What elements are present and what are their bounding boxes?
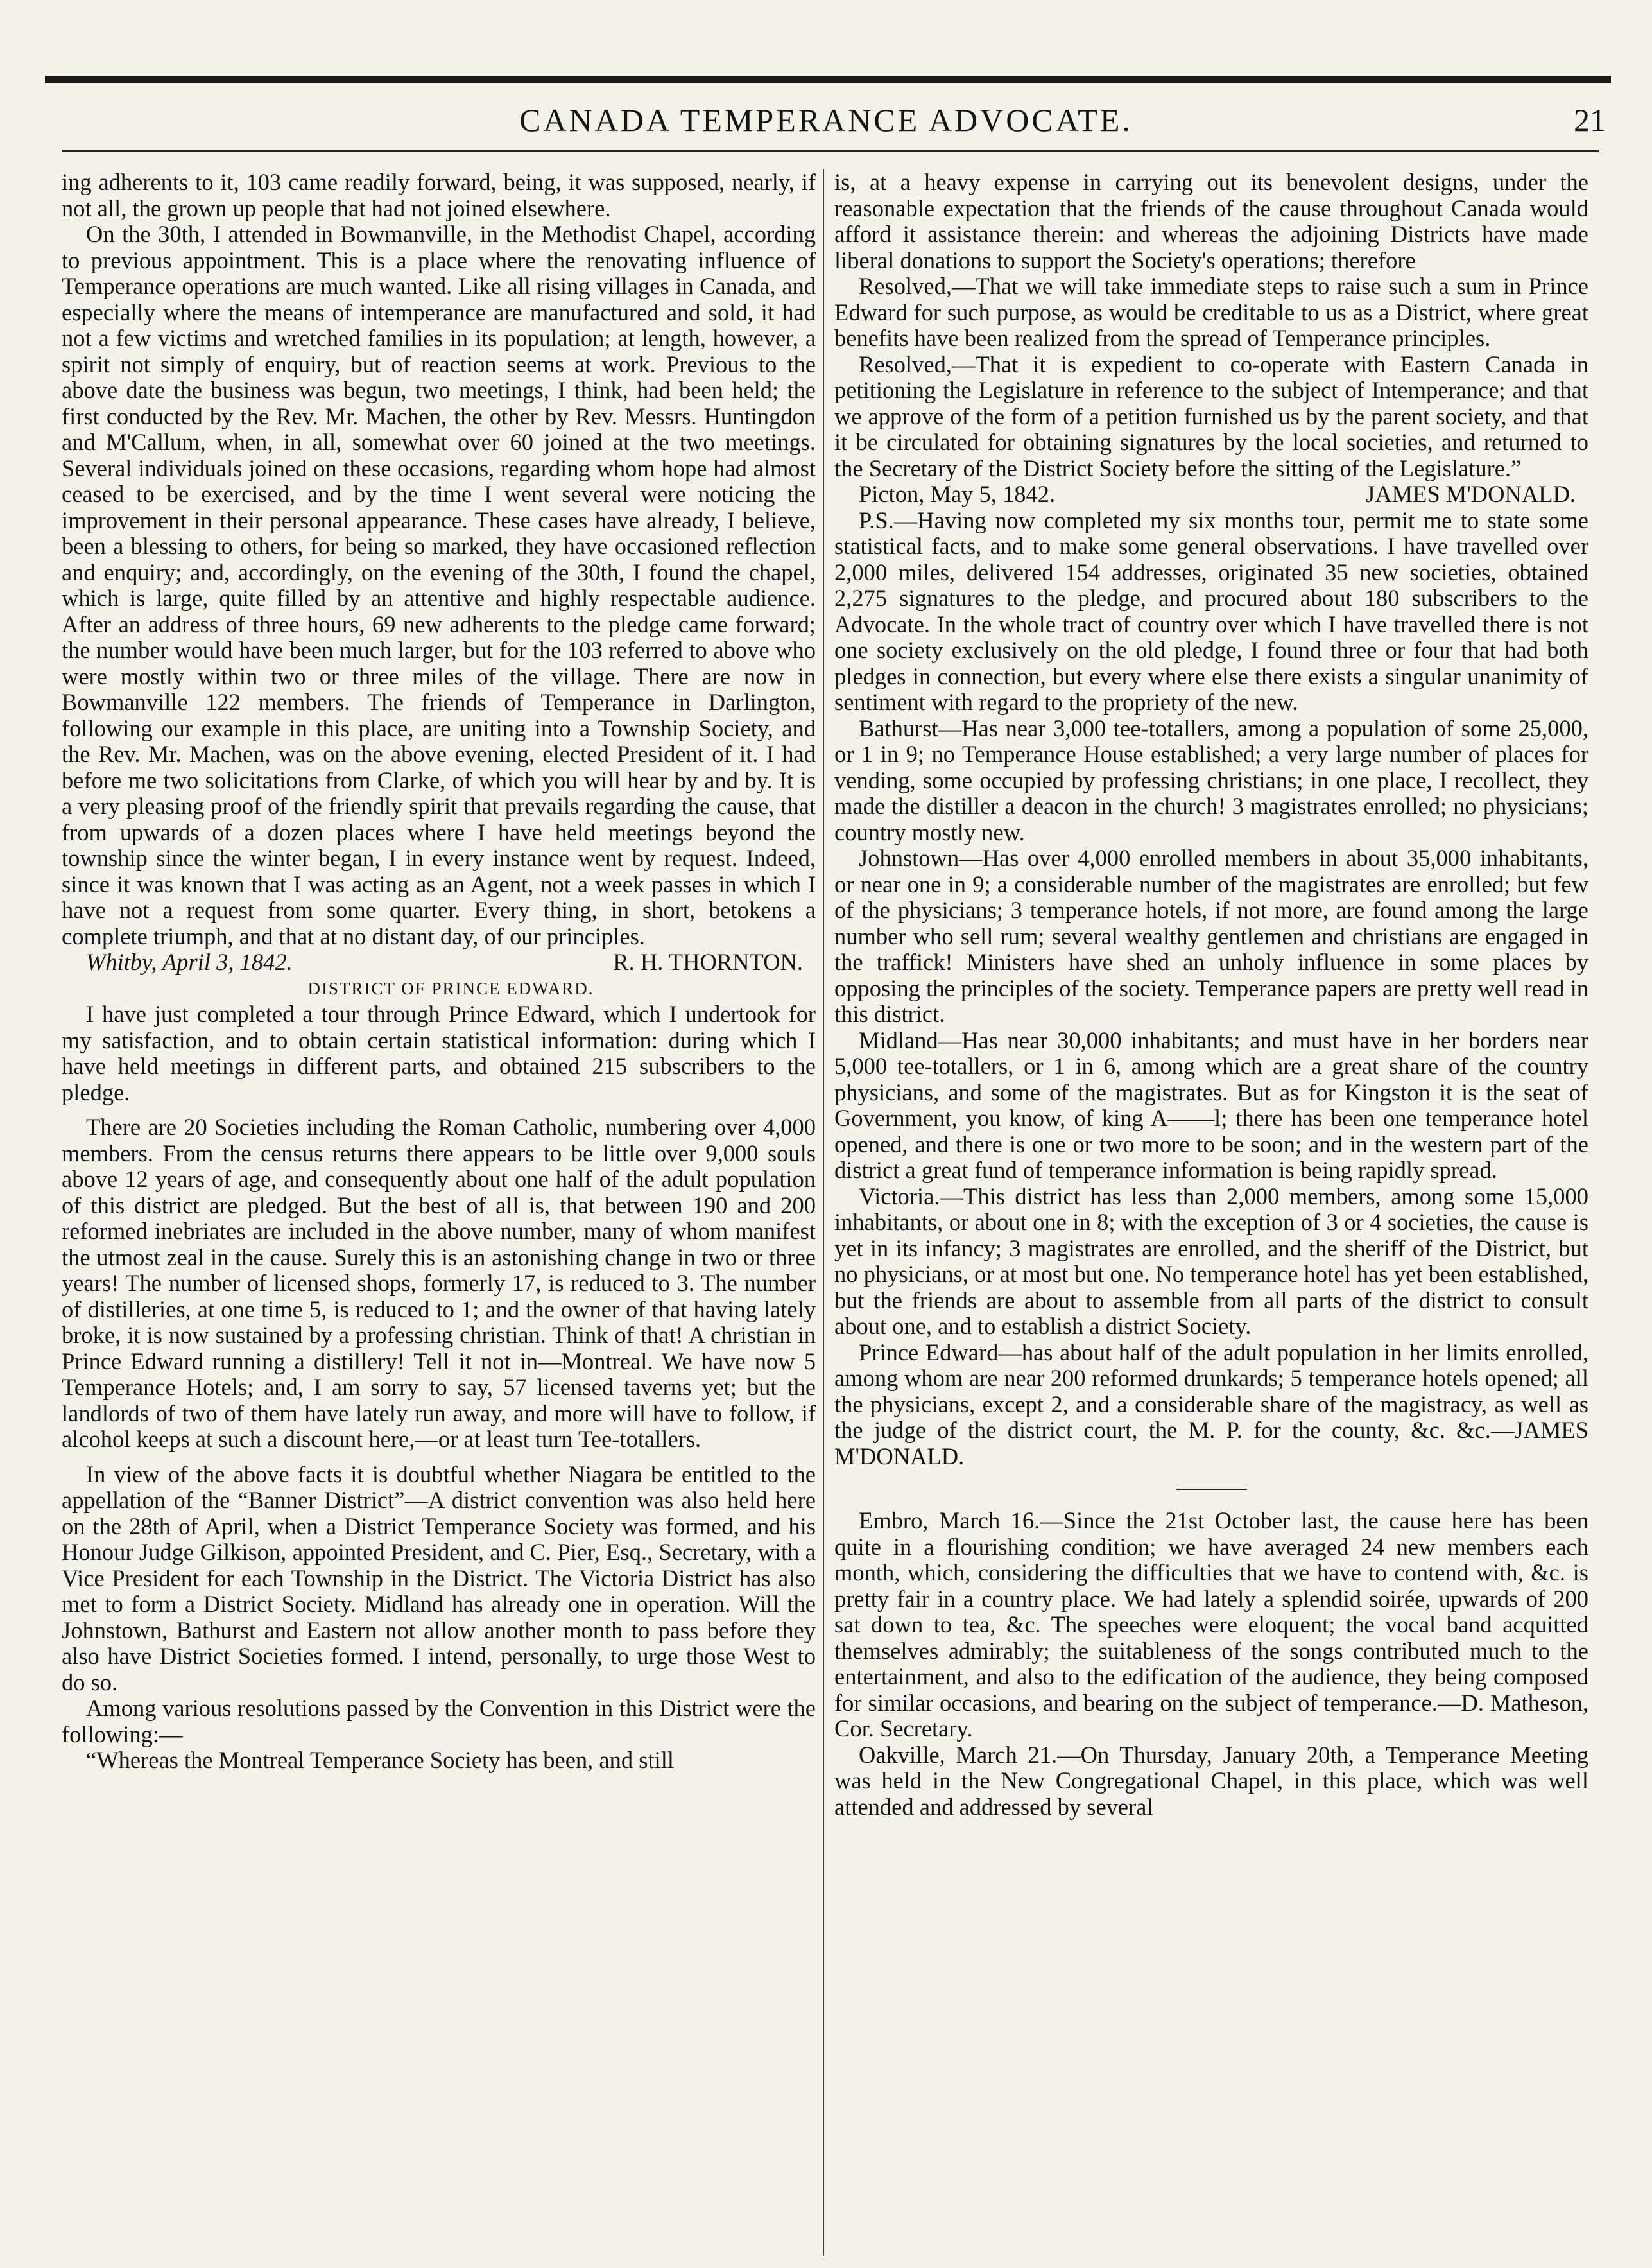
signature-line [62, 949, 816, 976]
paragraph: Prince Edward—has about half of the adult population in her limits enrolled, among whom are near 200 reformed drunkards; 5 temperance hotels opened; all the physicians, except 2, and a considerable share of the magistracy, as well as the judge of the district court, the M. P. for the county, &c. &c.—JAMES M'DONALD. [834, 1338, 1588, 1469]
paragraph: “Whereas the Montreal Temperance Society has been, and still [86, 1747, 675, 1773]
paragraph: Midland—Has near 30,000 inhabitants; and must have in her borders near 5,000 tee-totallers, or 1 in 6, among which are a great share of the country physicians, and some of the magistrates. But as for Kingston it is the seat of Government, you know, of king A——l; there has been one temperance hotel opened, and there is one or two more to be soon; and in the western part of the district a great fund of temperance information is being rapidly spread. [834, 1026, 1588, 1183]
paragraph: ing adherents to it, 103 came readily forward, being, it was supposed, nearly, if not all, the grown up people that had not joined elsewhere. [62, 169, 816, 221]
paragraph: Victoria.—This district has less than 2,000 members, among some 15,000 inhabitants, or about one in 8; with the exception of 3 or 4 societies, the cause is yet in its infancy; 3 magistrates are enrolled, and the sheriff of the District, but no physicians, or at most but one. No temperance hotel has yet been established, but the friends are about to assemble from all parts of the district to consult about one, and to establish a district Society. [834, 1182, 1588, 1339]
paragraph: On the 30th, I attended in Bowmanville, in the Methodist Chapel, according to previous appointment. This is a place where the renovating influence of Temperance operations are much wanted. Like all rising villages in Canada, and especially where the means of intemperance are manufactured and sold, it had not a few victims and wretched families in its population; at length, however, a spirit not simply of enquiry, but of reaction seems at work. Previous to the above date the business was begun, two meetings, I think, had been held; the first conducted by the Rev. Mr. Machen, the other by Rev. Messrs. Huntingdon and M'Callum, when, in all, somewhat over 60 joined at the two meetings. Several individuals joined on these occasions, regarding whom hope had almost ceased to be exercised, and by the time I went several were noticing the improvement in their personal appearance. These cases have already, I believe, been a blessing to others, for being so marked, they have occasioned reflection and enquiry; and, accordingly, on the evening of the 30th, I found the chapel, which is large, quite filled by an attentive and highly respectable audience. After an address of three hours, 69 new adherents to the pledge came forward; the number would have been much larger, but for the 103 referred to above who were mostly within two or three miles of the village. There are now in Bowmanville 122 members. The friends of Temperance in Darlington, following our example in this place, are uniting into a Township Society, and the Rev. Mr. Machen, was on the above evening, elected President of it. I had before me two solicitations from Clarke, of which you will hear by and by. It is a very pleasing proof of the friendly spirit that prevails regarding the cause, that from upwards of a dozen places where I have held meetings beyond the township since the winter began, I in every instance went by request. Indeed, since it was known that I was acting as an Agent, not a week passes in which I have not a request from some quarter. Every thing, in short, betokens a complete triumph, and that at no distant day, of our principles. [62, 221, 816, 949]
paragraph: Bathurst—Has near 3,000 tee-totallers, among a population of some 25,000, or 1 in 9; no Temperance House established; a very large number of places for vending, some occupied by professing christians; in one place, I recollect, they made the distiller a deacon in the church! 3 magistrates enrolled; no physicians; country mostly new. [834, 714, 1588, 845]
signature-name: JAMES M'DONALD. [1366, 481, 1576, 507]
paragraph: Resolved,—That it is expedient to co-operate with Eastern Canada in petitioning the Legislature in reference to the subject of Intemperance; and that we approve of the form of a petition furnished us by the parent society, and that it be circulated for obtaining signatures by the local societies, and returned to the Secretary of the District Society before the sitting of the Legislature.” [834, 351, 1588, 481]
right-column [834, 169, 1588, 2259]
paragraph: Resolved,—That we will take immediate steps to raise such a sum in Prince Edward for such purpose, as would be creditable to us as a District, where great benefits have been realized from the spread of Temperance principles. [834, 273, 1588, 351]
top-rule [45, 76, 1611, 83]
paragraph: Among various resolutions passed by the Convention in this District were the following:— [62, 1695, 816, 1747]
page-header-title: CANADA TEMPERANCE ADVOCATE. [519, 102, 1133, 138]
paragraph: P.S.—Having now completed my six months tour, permit me to state some statistical facts, and to make some general observations. I have travelled over 2,000 miles, delivered 154 addresses, originated 35 new societies, obtained 2,275 signatures to the pledge, and procured about 180 subscribers to the Advocate. In the whole tract of country over which I have travelled there is not one society exclusively on the old pledge, I found three or four that had both pledges in connection, but every where else there exists a singular unanimity of sentiment with regard to the propriety of the new. [834, 506, 1588, 715]
section-rule [1176, 1489, 1247, 1490]
paragraph: I have just completed a tour through Prince Edward, which I undertook for my satisfaction, and to obtain certain statistical information: during which I have held meetings in different parts, and obtained 215 subscribers to the pledge. [62, 1001, 816, 1105]
signature-line [834, 481, 1588, 508]
paragraph: There are 20 Societies including the Roman Catholic, numbering over 4,000 members. From the census returns there appears to be little over 9,000 souls above 12 years of age, and consequently about one half of the adult population of this district are pledged. But the best of all is, that between 190 and 200 reformed inebriates are included in the above number, many of whom manifest the utmost zeal in the cause. Surely this is an astonishing change in two or three years! The number of licensed shops, formerly 17, is reduced to 3. The number of distilleries, at one time 5, is reduced to 1; and the owner of that having lately broke, it is now sustained by a professing christian. Think of that! A christian in Prince Edward running a distillery! Tell it not in—Montreal. We have now 5 Temperance Hotels; and, I am sorry to say, 57 licensed taverns yet; but the landlords of two of them have lately run away, and more will have to follow, if alcohol keeps at such a discount here,—or at least turn Tee-totallers. [62, 1114, 816, 1452]
page-number: 21 [1574, 102, 1606, 138]
signature-place: Whitby, April 3, 1842. [86, 949, 293, 975]
paragraph: is, at a heavy expense in carrying out its benevolent designs, under the reasonable expectation that the friends of the cause throughout Canada would afford it assistance therein: and whereas the adjoining Districts have made liberal donations to support the Society's operations; therefore [834, 169, 1588, 273]
signature-name: R. H. THORNTON. [613, 949, 803, 975]
column-divider [823, 169, 824, 2256]
left-column [62, 169, 816, 2259]
section-heading: DISTRICT OF PRINCE EDWARD. [307, 978, 594, 998]
paragraph: Oakville, March 21.—On Thursday, January 20th, a Temperance Meeting was held in the New Congregational Chapel, in this place, which was well attended and addressed by several [834, 1741, 1588, 1820]
paragraph: Embro, March 16.—Since the 21st October last, the cause here has been quite in a flourishing condition; we have averaged 24 new members each month, which, considering the difficulties that we have to contend with, &c. is pretty fair in a country place. We had lately a splendid soirée, upwards of 200 sat down to tea, &c. The speeches were eloquent; the vocal band acquitted themselves admirably; the suitableness of the songs contributed much to the entertainment, and also to the edification of the audience, they being composed for similar occasions, and bearing on the subject of temperance.—D. Matheson, Cor. Secretary. [834, 1507, 1588, 1742]
paragraph: In view of the above facts it is doubtful whether Niagara be entitled to the appellation of the “Banner District”—A district convention was also held here on the 28th of April, when a District Temperance Society was formed, and his Honour Judge Gilkison, appointed President, and C. Pier, Esq., Secretary, with a Vice President for each Township in the District. The Victoria District has also met to form a District Society. Midland has already one in operation. Will the Johnstown, Bathurst and Eastern not allow another month to pass before they also have District Societies formed. I intend, personally, to urge those West to do so. [62, 1460, 816, 1695]
header-rule [62, 150, 1599, 152]
paragraph: Johnstown—Has over 4,000 enrolled members in about 35,000 inhabitants, or near one in 9; a considerable number of the magistrates are enrolled; but few of the physicians; 3 temperance hotels, if not more, are found among the large number who sell rum; several wealthy gentlemen and christians are engaged in the traffick! Ministers have shed an unholy influence in some places by opposing the principles of the society. Temperance papers are pretty well read in this district. [834, 845, 1588, 1027]
signature-place: Picton, May 5, 1842. [859, 481, 1056, 507]
